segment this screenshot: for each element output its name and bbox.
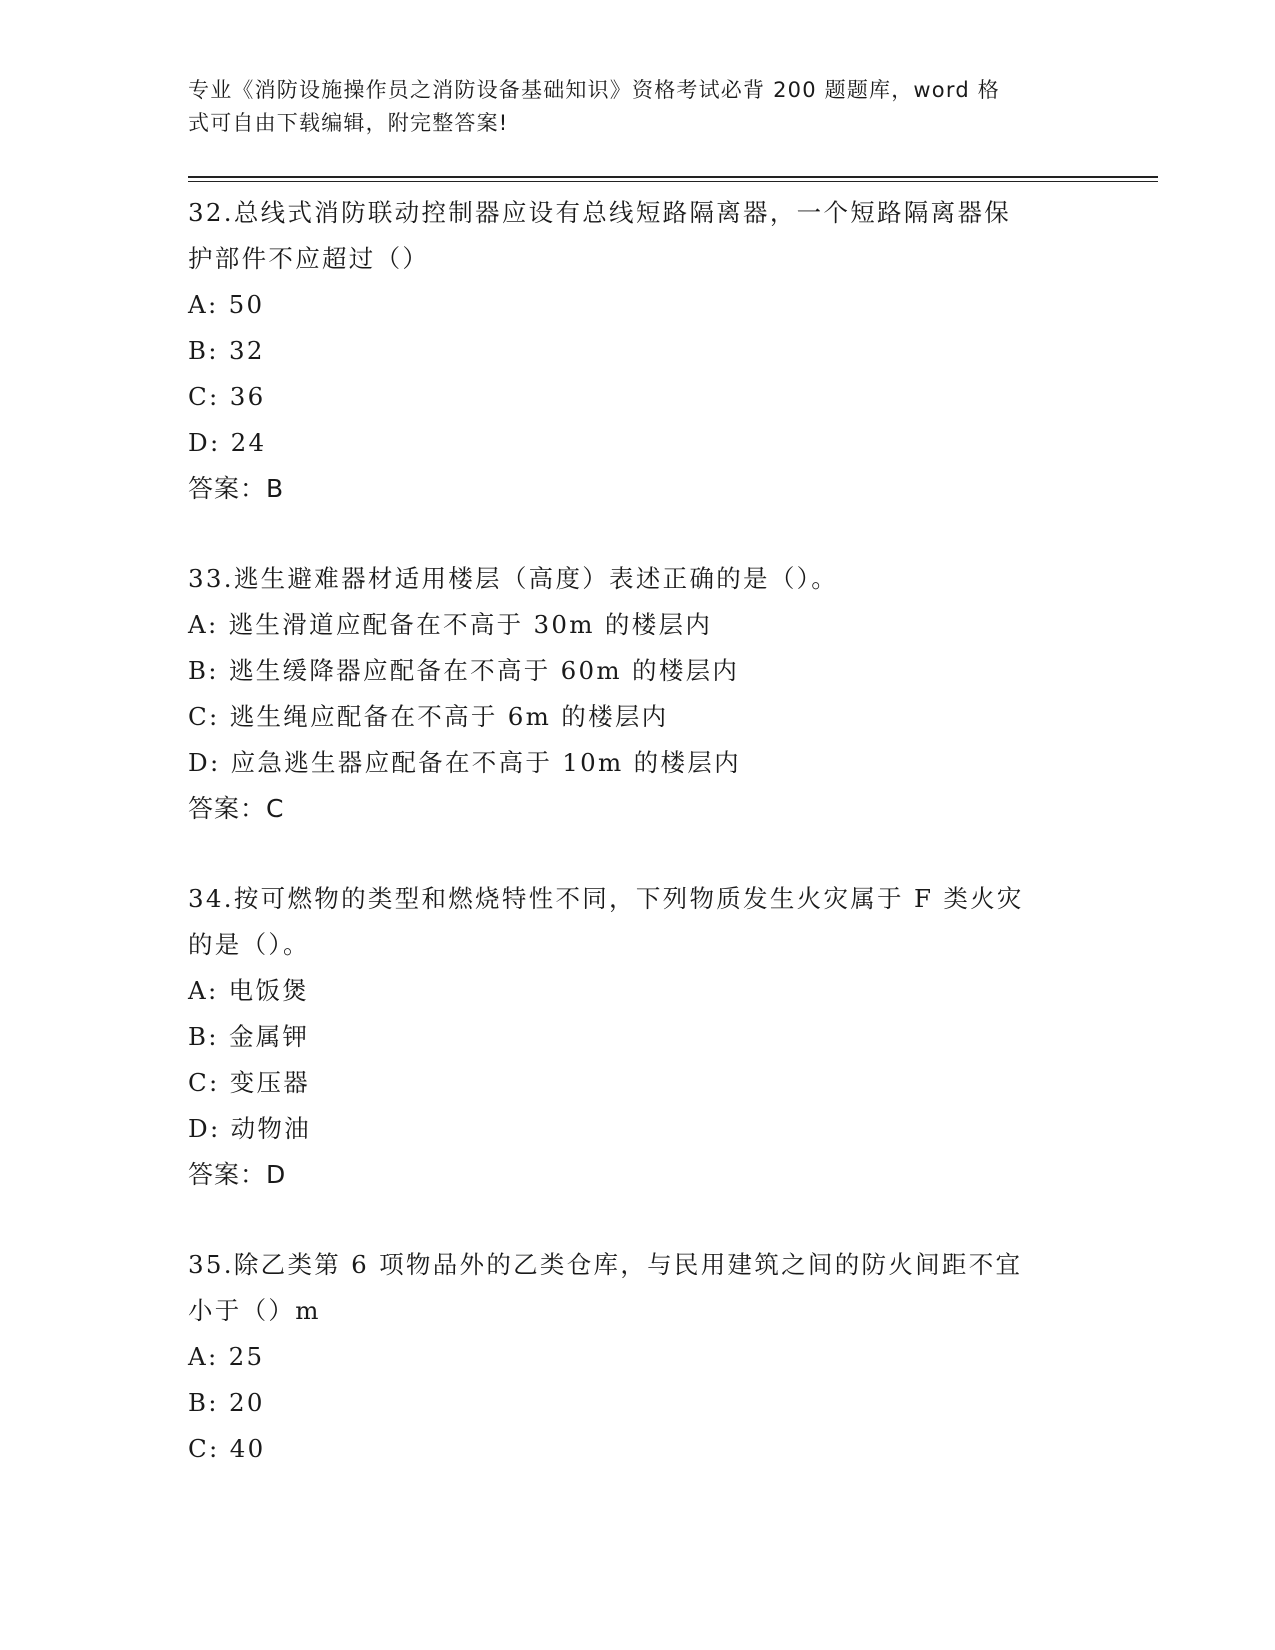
option-b: B: 金属钾	[188, 1022, 310, 1051]
question-list	[188, 190, 1088, 1472]
option-a: A: 25	[188, 1342, 265, 1371]
question-35	[188, 1242, 1088, 1472]
option-b: B: 逃生缓降器应配备在不高于 60m 的楼层内	[188, 656, 740, 685]
header-divider-thin	[188, 181, 1158, 182]
option-b: B: 32	[188, 336, 265, 365]
question-stem-line: 34.按可燃物的类型和燃烧特性不同，下列物质发生火灾属于 F 类火灾	[188, 884, 1024, 913]
question-stem-line: 的是（）。	[188, 930, 310, 959]
question-spacer	[188, 1198, 1088, 1242]
option-a: A: 逃生滑道应配备在不高于 30m 的楼层内	[188, 610, 713, 639]
option-a: A: 50	[188, 290, 265, 319]
option-c: C: 36	[188, 382, 266, 411]
option-b: B: 20	[188, 1388, 265, 1417]
question-34	[188, 876, 1088, 1198]
question-33	[188, 556, 1088, 832]
option-a: A: 电饭煲	[188, 976, 310, 1005]
answer-line: 答案：C	[188, 794, 285, 823]
option-d: D: 24	[188, 428, 267, 457]
option-c: C: 40	[188, 1434, 266, 1463]
answer-line: 答案：D	[188, 1160, 287, 1189]
header-divider-thick	[188, 176, 1158, 178]
question-spacer	[188, 832, 1088, 876]
option-d: D: 应急逃生器应配备在不高于 10m 的楼层内	[188, 748, 741, 777]
question-32	[188, 190, 1088, 512]
answer-line: 答案：B	[188, 474, 285, 503]
question-stem-line: 小于（）m	[188, 1296, 321, 1325]
question-stem-line: 32.总线式消防联动控制器应设有总线短路隔离器，一个短路隔离器保	[188, 198, 1012, 227]
option-d: D: 动物油	[188, 1114, 311, 1143]
header-line-2: 式可自由下载编辑，附完整答案!	[188, 111, 509, 135]
question-stem-line: 33.逃生避难器材适用楼层（高度）表述正确的是（）。	[188, 564, 839, 593]
document-header	[188, 74, 1068, 140]
option-c: C: 逃生绳应配备在不高于 6m 的楼层内	[188, 702, 669, 731]
header-line-1: 专业《消防设施操作员之消防设备基础知识》资格考试必背 200 题题库，word 格	[188, 78, 1000, 102]
option-c: C: 变压器	[188, 1068, 311, 1097]
question-spacer	[188, 512, 1088, 556]
question-stem-line: 护部件不应超过（）	[188, 244, 430, 273]
question-stem-line: 35.除乙类第 6 项物品外的乙类仓库，与民用建筑之间的防火间距不宜	[188, 1250, 1023, 1279]
